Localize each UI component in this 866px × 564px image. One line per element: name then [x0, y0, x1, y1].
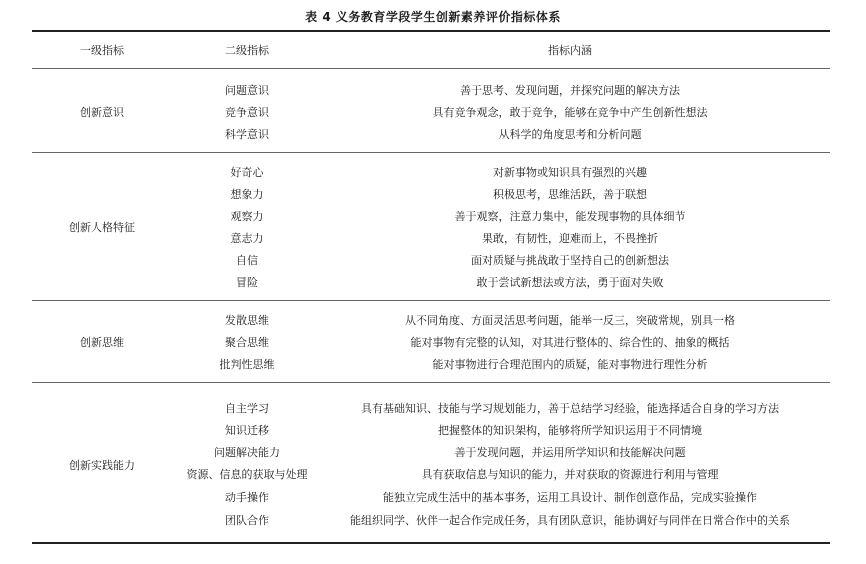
- sub-indicator: 聚合思维: [225, 336, 269, 349]
- indicator-description: 具有获取信息与知识的能力，并对获取的资源进行利用与管理: [421, 468, 719, 481]
- sub-indicator: 自信: [236, 254, 258, 267]
- sub-indicator: 观察力: [230, 210, 264, 223]
- group-divider: [32, 152, 830, 153]
- group-divider: [32, 300, 830, 301]
- sub-indicator: 资源、信息的获取与处理: [186, 468, 308, 481]
- indicator-description: 具有基础知识、技能与学习规划能力，善于总结学习经验，能选择适合自身的学习方法: [361, 402, 779, 415]
- sub-indicator: 知识迁移: [225, 424, 269, 437]
- sub-indicator: 问题意识: [225, 84, 269, 97]
- table-caption: 表 4 义务教育学段学生创新素养评价指标体系: [305, 10, 561, 24]
- indicator-description: 面对质疑与挑战敢于坚持自己的创新想法: [471, 254, 669, 267]
- indicator-description: 从科学的角度思考和分析问题: [498, 128, 642, 141]
- sub-indicator: 批判性思维: [219, 358, 275, 371]
- group-divider: [32, 382, 830, 383]
- indicator-description: 从不同角度、方面灵活思考问题，能举一反三，突破常规，别具一格: [405, 314, 735, 327]
- table-top-rule: [32, 30, 830, 32]
- header-level2: 二级指标: [225, 44, 269, 57]
- group-label: 创新意识: [80, 106, 124, 119]
- indicator-description: 能对事物进行合理范围内的质疑，能对事物进行理性分析: [432, 358, 708, 371]
- group-label: 创新实践能力: [69, 459, 135, 472]
- sub-indicator: 意志力: [230, 232, 264, 245]
- header-level1: 一级指标: [80, 44, 124, 57]
- indicator-description: 能对事物有完整的认知，对其进行整体的、综合性的、抽象的概括: [410, 336, 730, 349]
- indicator-description: 敢于尝试新想法或方法，勇于面对失败: [476, 276, 664, 289]
- indicator-description: 善于发现问题，并运用所学知识和技能解决问题: [454, 446, 686, 459]
- group-label: 创新思维: [80, 336, 124, 349]
- sub-indicator: 自主学习: [225, 402, 269, 415]
- indicator-description: 果敢，有韧性，迎难而上，不畏挫折: [482, 232, 658, 245]
- sub-indicator: 好奇心: [230, 166, 264, 179]
- indicator-description: 积极思考，思维活跃，善于联想: [493, 188, 647, 201]
- sub-indicator: 团队合作: [225, 514, 269, 527]
- sub-indicator: 竞争意识: [225, 106, 269, 119]
- header-rule: [32, 68, 830, 69]
- sub-indicator: 问题解决能力: [214, 446, 280, 459]
- sub-indicator: 发散思维: [225, 314, 269, 327]
- indicator-description: 能独立完成生活中的基本事务，运用工具设计、制作创意作品，完成实验操作: [383, 491, 757, 504]
- indicator-description: 善于思考、发现问题，并探究问题的解决方法: [460, 84, 680, 97]
- indicator-description: 把握整体的知识架构，能够将所学知识运用于不同情境: [438, 424, 702, 437]
- indicator-description: 善于观察，注意力集中，能发现事物的具体细节: [454, 210, 686, 223]
- table-bottom-rule: [32, 542, 830, 544]
- indicator-description: 具有竞争观念，敢于竞争，能够在竞争中产生创新性想法: [432, 106, 708, 119]
- sub-indicator: 科学意识: [225, 128, 269, 141]
- sub-indicator: 冒险: [236, 276, 258, 289]
- sub-indicator: 想象力: [230, 188, 264, 201]
- indicator-description: 对新事物或知识具有强烈的兴趣: [493, 166, 647, 179]
- group-label: 创新人格特征: [69, 221, 135, 234]
- sub-indicator: 动手操作: [225, 491, 269, 504]
- header-content: 指标内涵: [548, 44, 592, 57]
- indicator-description: 能组织同学、伙伴一起合作完成任务，具有团队意识，能协调好与同伴在日常合作中的关系: [350, 514, 790, 527]
